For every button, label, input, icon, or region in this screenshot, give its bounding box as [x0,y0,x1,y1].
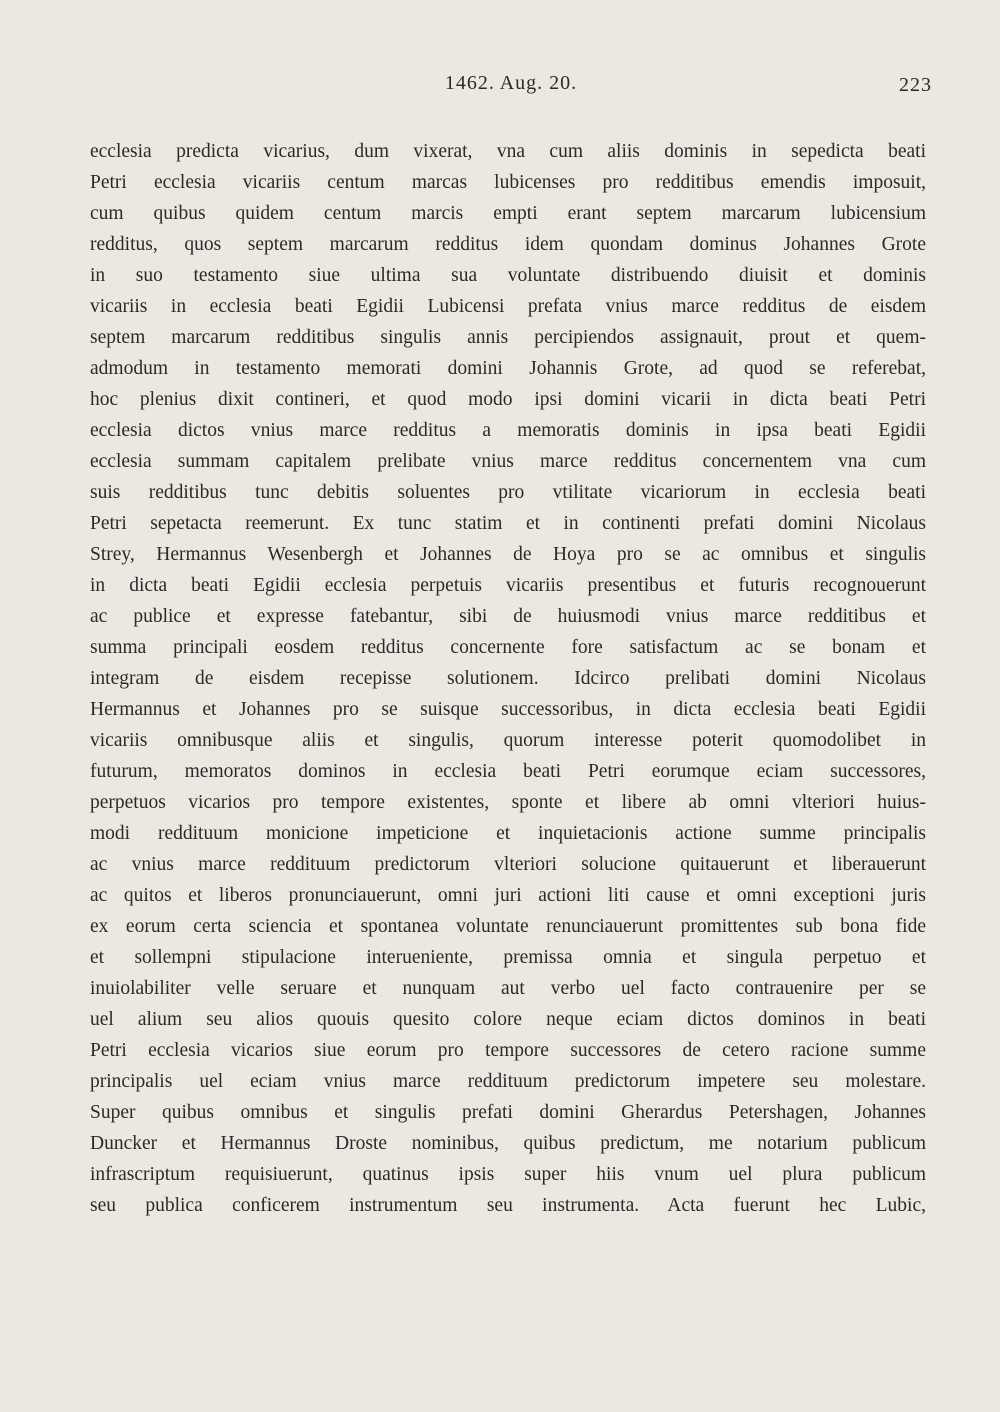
text-line: integram de eisdem recepisse solutionem. Idcirco prelibati domini Nicolaus [90,668,926,689]
text-line: Duncker et Hermannus Droste nominibus, quibus predictum, me notarium publicum [90,1133,926,1154]
text-line: in suo testamento siue ultima sua voluntate distribuendo diuisit et dominis [90,265,926,286]
text-line: Hermannus et Johannes pro se suisque successoribus, in dicta ecclesia beati Egidii [90,699,926,720]
text-line: ac vnius marce reddituum predictorum vlteriori solucione quitauerunt et liberauerunt [90,854,926,875]
text-line: ecclesia dictos vnius marce redditus a memoratis dominis in ipsa beati Egidii [90,420,926,441]
body-text [90,136,926,1221]
text-line: infrascriptum requisiuerunt, quatinus ipsis super hiis vnum uel plura publicum [90,1164,926,1185]
text-line: suis redditibus tunc debitis soluentes pro vtilitate vicariorum in ecclesia beati [90,482,926,503]
text-line: redditus, quos septem marcarum redditus idem quondam dominus Johannes Grote [90,234,926,255]
text-line: vicariis omnibusque aliis et singulis, quorum interesse poterit quomodolibet in [90,730,926,751]
text-line: Petri ecclesia vicariis centum marcas lubicenses pro redditibus emendis imposuit, [90,172,926,193]
text-line: uel alium seu alios quouis quesito colore neque eciam dictos dominos in beati [90,1009,926,1030]
text-line: hoc plenius dixit contineri, et quod modo ipsi domini vicarii in dicta beati Petri [90,389,926,410]
text-line: seu publica conficerem instrumentum seu instrumenta. Acta fuerunt hec Lubic, [90,1195,926,1216]
text-line: vicariis in ecclesia beati Egidii Lubicensi prefata vnius marce redditus de eisdem [90,296,926,317]
text-line: principalis uel eciam vnius marce reddituum predictorum impetere seu molestare. [90,1071,926,1092]
text-line: admodum in testamento memorati domini Johannis Grote, ad quod se referebat, [90,358,926,379]
text-line: inuiolabiliter velle seruare et nunquam aut verbo uel facto contrauenire per se [90,978,926,999]
text-line: et sollempni stipulacione interueniente, premissa omnia et singula perpetuo et [90,947,926,968]
text-line: ecclesia predicta vicarius, dum vixerat, vna cum aliis dominis in sepedicta beati [90,141,926,162]
text-line: summa principali eosdem redditus concernente fore satisfactum ac se bonam et [90,637,926,658]
text-line: Petri ecclesia vicarios siue eorum pro tempore successores de cetero racione summe [90,1040,926,1061]
text-line: in dicta beati Egidii ecclesia perpetuis vicariis presentibus et futuris recognouerunt [90,575,926,596]
text-line: cum quibus quidem centum marcis empti erant septem marcarum lubicensium [90,203,926,224]
text-line: Super quibus omnibus et singulis prefati domini Gherardus Petershagen, Johannes [90,1102,926,1123]
text-line: modi reddituum monicione impeticione et inquietacionis actione summe principalis [90,823,926,844]
header-date: 1462. Aug. 20. [444,72,578,94]
page-number: 223 [899,74,932,96]
text-line: ex eorum certa sciencia et spontanea voluntate renunciauerunt promittentes sub bona fide [90,916,926,937]
running-header [90,72,932,102]
text-line: ecclesia summam capitalem prelibate vnius marce redditus concernentem vna cum [90,451,926,472]
text-line: Strey, Hermannus Wesenbergh et Johannes de Hoya pro se ac omnibus et singulis [90,544,926,565]
text-line: ac quitos et liberos pronunciauerunt, omni juri actioni liti cause et omni exceptioni juris [90,885,926,906]
text-line: Petri sepetacta reemerunt. Ex tunc statim et in continenti prefati domini Nicolaus [90,513,926,534]
text-line: futurum, memoratos dominos in ecclesia beati Petri eorumque eciam successores, [90,761,926,782]
text-line: ac publice et expresse fatebantur, sibi de huiusmodi vnius marce redditibus et [90,606,926,627]
text-line: septem marcarum redditibus singulis annis percipiendos assignauit, prout et quem- [90,327,926,348]
text-line: perpetuos vicarios pro tempore existentes, sponte et libere ab omni vlteriori huius- [90,792,926,813]
